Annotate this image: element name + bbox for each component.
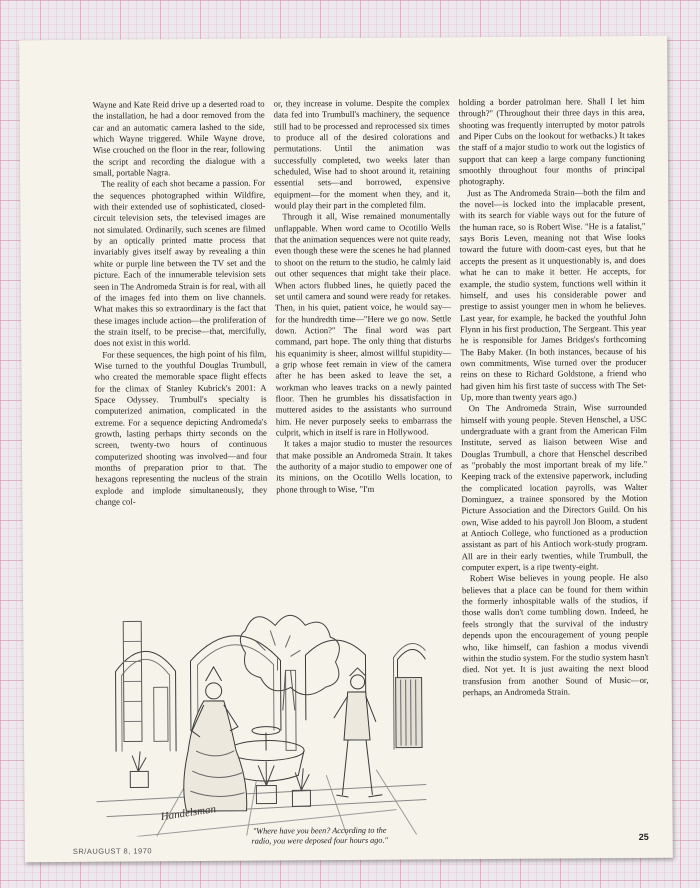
cartoon-caption	[205, 825, 435, 847]
paragraph: Through it all, Wise remained monumentally unflappable. When word came to Ocotillo Wells that the animation sequences were not quite ready, even though these were the scenes he had planned to shoot on the return to the studio, he calmly laid out other sequences that might take their place. When actors flubbed lines, he quietly paced the set until camera and sound were ready for retakes. Then, in his quiet, patient voice, he would say—for the hundredth time—"Here we go now. Settle down. Action?" The final word was part command, part hope. The only thing that disturbs his equanimity is sheer, almost willful stupidity—a grip whose feet remain in view of the camera after he has been asked to leave the set, a workman who leaves tracks on a newly painted floor. Then he grumbles his dissatisfaction in muttered asides to the assistants who surround him. He never purposely seeks to embarrass the culprit, which in itself is rare in Hollywood.	[274, 210, 452, 438]
paragraph: Just as The Andromeda Strain—both the film and the novel—is locked into the implacable present, with its search for viable ways out for the future of the human race, so is Robert Wise. "He is a fatalist," says Boris Leven, meaning not that Wise looks toward the future with doom-cast eyes, but that he accepts the present as it unquestionably is, and does what he can to make it better. He accepts, for example, the studio system, functions well within it himself, and uses his considerable power and prestige to assist younger men in whom he believes. Last year, for example, he backed the youthful John Flynn in his first production, The Sergeant. This year he is responsible for James Bridges's forthcoming The Baby Maker. (In both instances, because of his own commitments, Wise turned over the producer reins on these to Richard Goldstone, a friend who had given him his first taste of success with The Set-Up, more than twenty years ago.)	[459, 186, 647, 403]
caption-line: "Where have you been? According to the	[252, 825, 387, 836]
paragraph: For these sequences, the high point of his film, Wise turned to the youthful Douglas Trumbull, who created the memorable space flight effects for the climax of Stanley Kubrick's 2001: A Space Odyssey. Trumbull's specialty is computerized animation, complicated in the extreme. For a sequence depicting Andromeda's growth, lasting perhaps thirty seconds on the screen, twenty-two hours of continuous computerized shooting was involved—and four months of preparation prior to that. The hexagons representing the nucleus of the strain explode and implode simultaneously, they change col-	[94, 348, 268, 507]
article-column-3	[459, 96, 649, 699]
paragraph: Wayne and Kate Reid drive up a deserted road to the installation, he had a door removed from the car and an automatic camera lashed to the side, which Wayne triggered. While Wayne drove, Wise crouched on the floor in the rear, following the script and recording the dialogue with a small, portable Nagra.	[92, 98, 266, 178]
caption-line: radio, you were deposed four hours ago."	[251, 835, 388, 846]
paragraph: Robert Wise believes in young people. He also believes that a place can be found for them within the formerly inhospitable walls of the studios, if those walls don't come tumbling down. Indeed, he feels strongly that the survival of the industry depends upon the encouragement of young people who, like himself, can fashion a modus vivendi within the studio system. For the studio system hasn't died. Not yet. It is just awaiting the next blood transfusion from another Sound of Music—or, perhaps, an Andromeda Strain.	[461, 572, 649, 698]
paragraph: holding a border patrolman here. Shall I let him through?" (Throughout their three days in this area, shooting was frequently interrupted by motor patrols and Piper Cubs on the lookout for wetbacks.) It takes the staff of a major studio to work out the logistics of support that can keep a large company functioning smoothly throughout four months of principal photography.	[458, 95, 646, 187]
article-column-1	[93, 99, 268, 509]
paragraph: or, they increase in volume. Despite the complex data fed into Trumbull's machinery, the sequence still had to be processed and reprocessed six times to produce all of the desired colorations and permutations. Until the animation was successfully completed, two weeks later than scheduled, Wise had to shoot around it, retaining essential sets—and borrowed, expensive equipment—for the moment when they, and it, would play their part in the completed film.	[273, 97, 451, 211]
paragraph: On The Andromeda Strain, Wise surrounded himself with young people. Steven Henschel, a USC undergraduate with a grant from the American Film Institute, served as liaison between Wise and Douglas Trumbull, a chore that Henschel described as "probably the most important break of my life." Keeping track of the extensive paperwork, including the complicated location payrolls, was Walter Dominguez, a trainee sponsored by the Motion Picture Association and the Directors Guild. On his own, Wise added to his payroll Jon Bloom, a student at Antioch College, who functioned as a production assistant as part of his Antioch work-study program. All are in their early twenties, while Trumbull, the computer expert, is a ripe twenty-eight.	[460, 402, 648, 573]
issue-date: SR/AUGUST 8, 1970	[72, 846, 153, 856]
artist-signature: Handelsman	[159, 803, 217, 824]
paragraph: It takes a major studio to muster the resources that make possible an Andromeda Strain. It takes the authority of a major studio to empower one of its minions, on the Ocotillo Wells location, to phone through to Wise, "I'm	[276, 437, 453, 495]
magazine-page	[19, 36, 673, 863]
paragraph: The reality of each shot became a passion. For the sequences photographed within Wildfire, with their extended use of sophisticated, closed-circuit television sets, the televised images are not simulated. Ordinarily, such scenes are filmed by an optically printed matte process that invariably gives itself away by revealing a thin white or purple line between the TV set and the picture. Each of the innumerable television sets seen in The Andromeda Strain is for real, with all of the images fed into them on live channels. What makes this so extraordinary is the fact that these images include action—the proliferation of the strain itself, to be precise—that, mercifully, does not exist in this world.	[93, 177, 267, 348]
page-number: 25	[638, 831, 649, 842]
cartoon-illustration	[95, 599, 427, 836]
article-column-2	[274, 97, 453, 495]
